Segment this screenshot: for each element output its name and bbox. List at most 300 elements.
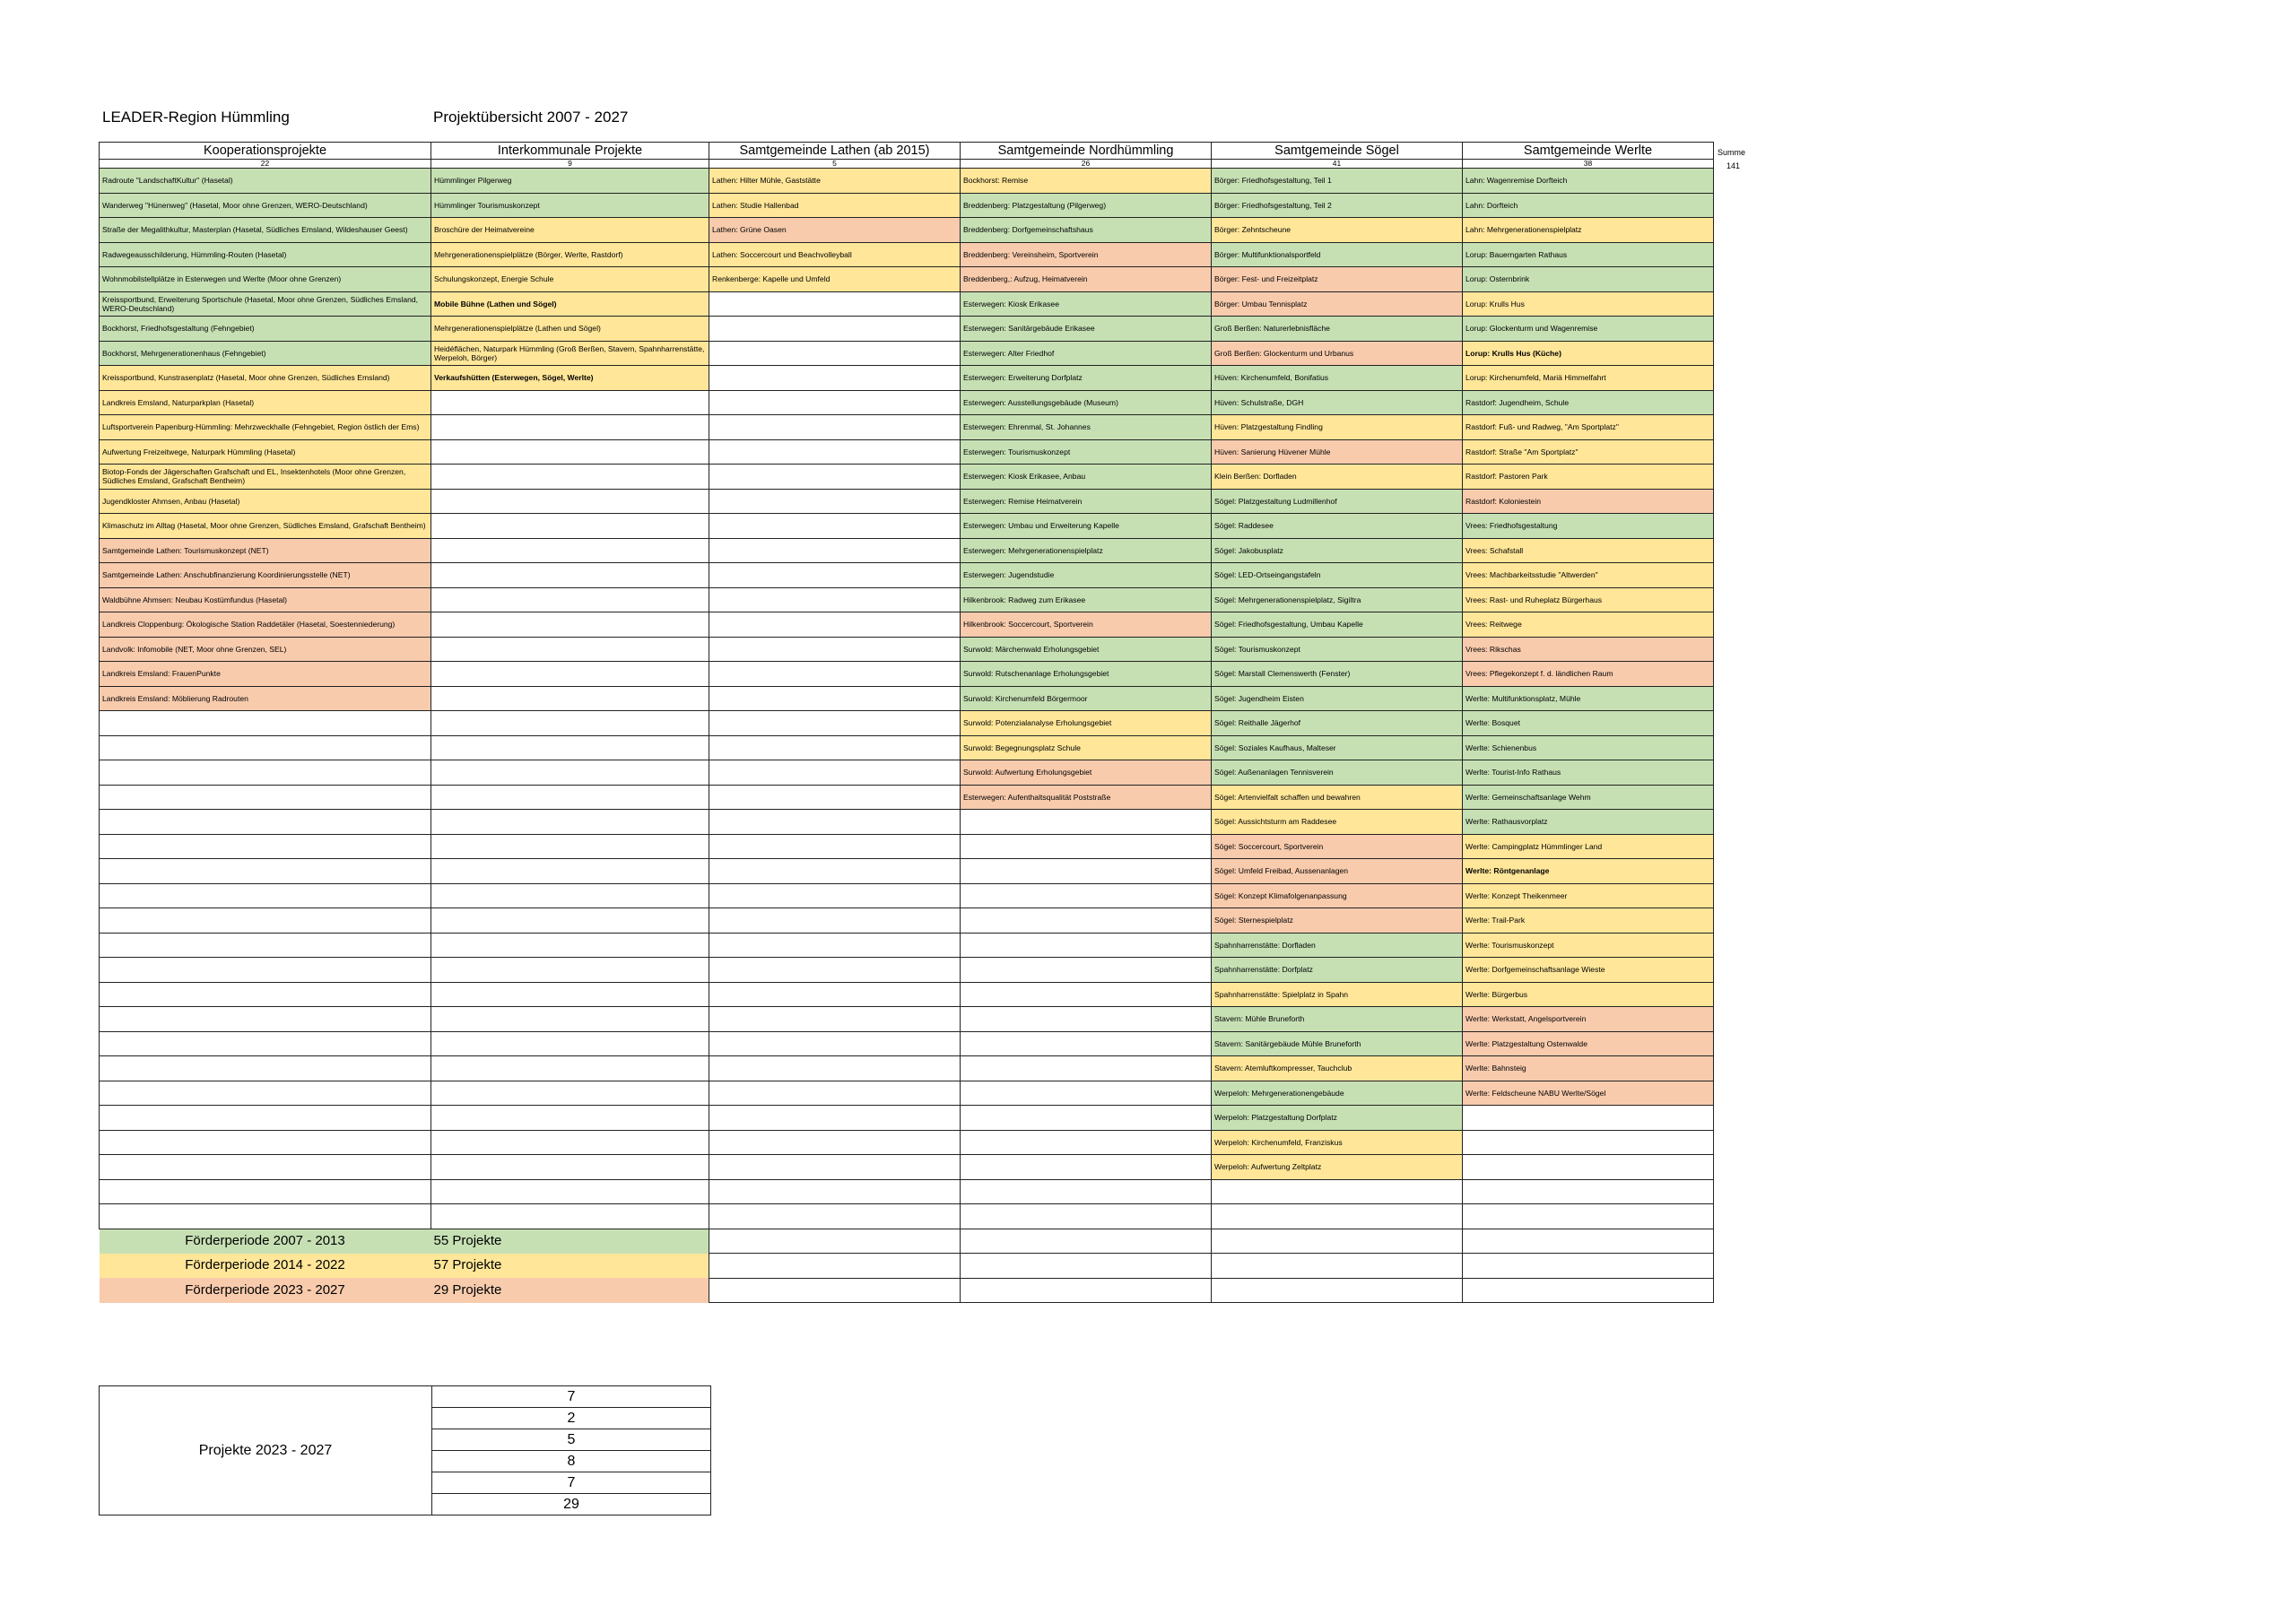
empty-cell	[709, 1130, 961, 1155]
empty-cell	[431, 735, 709, 760]
empty-cell	[100, 1204, 431, 1229]
empty-cell	[709, 465, 961, 490]
empty-cell	[709, 341, 961, 366]
table-row	[100, 1106, 1714, 1131]
project-cell: Werlte: Dorfgemeinschaftsanlage Wieste	[1463, 958, 1714, 983]
projekte-value: 5	[432, 1429, 711, 1451]
project-cell: Sögel: Tourismuskonzept	[1212, 637, 1463, 662]
project-cell: Lathen: Soccercourt und Beachvolleyball	[709, 242, 961, 267]
empty-cell	[961, 810, 1212, 835]
project-cell: Sögel: Raddesee	[1212, 514, 1463, 539]
project-cell: Vrees: Pflegekonzept f. d. ländlichen Raum	[1463, 662, 1714, 687]
empty-cell	[100, 908, 431, 934]
empty-cell	[961, 1278, 1212, 1303]
project-cell: Luftsportverein Papenburg-Hümmling: Mehrzweckhalle (Fehngebiet, Region östlich der Ems)	[100, 415, 431, 440]
empty-cell	[961, 1081, 1212, 1106]
empty-cell	[1463, 1155, 1714, 1180]
empty-cell	[709, 1155, 961, 1180]
empty-cell	[709, 415, 961, 440]
empty-cell	[431, 563, 709, 588]
empty-cell	[709, 514, 961, 539]
project-cell: Werlte: Tourist-Info Rathaus	[1463, 760, 1714, 786]
legend-count: 57 Projekte	[431, 1254, 709, 1279]
projekte-value: 8	[432, 1451, 711, 1472]
overview-title: Projektübersicht 2007 - 2027	[433, 109, 629, 126]
empty-cell	[431, 465, 709, 490]
project-cell: Werlte: Bahnsteig	[1463, 1056, 1714, 1081]
project-cell: Esterwegen: Tourismuskonzept	[961, 439, 1212, 465]
legend-label: Förderperiode 2023 - 2027	[100, 1278, 431, 1303]
column-header: Samtgemeinde Lathen (ab 2015)	[709, 143, 961, 160]
empty-cell	[709, 810, 961, 835]
empty-cell	[709, 982, 961, 1007]
empty-cell	[100, 859, 431, 884]
table-row	[100, 538, 1714, 563]
project-cell: Esterwegen: Alter Friedhof	[961, 341, 1212, 366]
empty-cell	[709, 1229, 961, 1254]
project-cell: Werlte: Multifunktionsplatz, Mühle	[1463, 686, 1714, 711]
project-cell: Werlte: Konzept Theikenmeer	[1463, 883, 1714, 908]
table-row	[100, 686, 1714, 711]
project-cell: Groß Berßen: Glockenturm und Urbanus	[1212, 341, 1463, 366]
summe-value: 141	[1726, 161, 1741, 170]
table-row	[100, 291, 1714, 317]
project-cell: Esterwegen: Jugendstudie	[961, 563, 1212, 588]
column-count: 38	[1463, 160, 1714, 169]
projekte-value: 7	[432, 1472, 711, 1494]
legend-row	[100, 1278, 1714, 1303]
project-cell: Werlte: Campingplatz Hümmlinger Land	[1463, 834, 1714, 859]
project-cell: Spahnharrenstätte: Dorfladen	[1212, 933, 1463, 958]
empty-cell	[709, 1278, 961, 1303]
empty-cell	[100, 1081, 431, 1106]
empty-cell	[709, 291, 961, 317]
project-cell: Esterwegen: Mehrgenerationenspielplatz	[961, 538, 1212, 563]
project-cell: Wanderweg "Hünenweg" (Hasetal, Moor ohne Grenzen, WERO-Deutschland)	[100, 193, 431, 218]
empty-cell	[1463, 1130, 1714, 1155]
project-cell: Lahn: Dorfteich	[1463, 193, 1714, 218]
empty-cell	[961, 933, 1212, 958]
empty-cell	[709, 587, 961, 612]
empty-cell	[1463, 1229, 1714, 1254]
empty-cell	[431, 883, 709, 908]
project-cell: Werpeloh: Platzgestaltung Dorfplatz	[1212, 1106, 1463, 1131]
project-cell: Börger: Zehntscheune	[1212, 218, 1463, 243]
table-row	[100, 341, 1714, 366]
project-cell: Mehrgenerationenspielplätze (Lathen und Sögel)	[431, 317, 709, 342]
table-row	[100, 489, 1714, 514]
project-cell: Bockhorst, Mehrgenerationenhaus (Fehngebiet)	[100, 341, 431, 366]
empty-cell	[709, 563, 961, 588]
project-cell: Hümmlinger Tourismuskonzept	[431, 193, 709, 218]
project-cell: Vrees: Rikschas	[1463, 637, 1714, 662]
project-cell: Surwold: Potenzialanalyse Erholungsgebiet	[961, 711, 1212, 736]
table-row	[100, 612, 1714, 638]
project-cell: Broschüre der Heimatvereine	[431, 218, 709, 243]
legend-row	[100, 1229, 1714, 1254]
empty-cell	[1212, 1278, 1463, 1303]
project-cell: Esterwegen: Ausstellungsgebäude (Museum)	[961, 390, 1212, 415]
empty-cell	[431, 439, 709, 465]
project-cell: Surwold: Aufwertung Erholungsgebiet	[961, 760, 1212, 786]
empty-cell	[431, 810, 709, 835]
table-row	[100, 1204, 1714, 1229]
table-row	[100, 415, 1714, 440]
project-cell: Biotop-Fonds der Jägerschaften Grafschaft und EL, Insektenhotels (Moor ohne Grenzen, Südliches Emsland, Grafschaft Bentheim)	[100, 465, 431, 490]
empty-cell	[431, 1130, 709, 1155]
project-cell: Lathen: Studie Hallenbad	[709, 193, 961, 218]
empty-cell	[431, 390, 709, 415]
project-cell: Werpeloh: Kirchenumfeld, Franziskus	[1212, 1130, 1463, 1155]
empty-cell	[709, 390, 961, 415]
project-cell: Werlte: Platzgestaltung Ostenwalde	[1463, 1031, 1714, 1056]
empty-cell	[709, 1031, 961, 1056]
table-row	[100, 933, 1714, 958]
project-cell: Rastdorf: Koloniestein	[1463, 489, 1714, 514]
project-cell: Sögel: Soziales Kaufhaus, Malteser	[1212, 735, 1463, 760]
table-row	[100, 834, 1714, 859]
project-cell: Lorup: Glockenturm und Wagenremise	[1463, 317, 1714, 342]
table-row	[100, 218, 1714, 243]
empty-cell	[431, 637, 709, 662]
project-cell: Klein Berßen: Dorfladen	[1212, 465, 1463, 490]
empty-cell	[709, 662, 961, 687]
empty-cell	[100, 711, 431, 736]
project-cell: Kreissportbund, Erweiterung Sportschule (Hasetal, Moor ohne Grenzen, Südliches Emsland, WERO-Deutschland)	[100, 291, 431, 317]
empty-cell	[1212, 1179, 1463, 1204]
project-cell: Bockhorst: Remise	[961, 169, 1212, 194]
empty-cell	[431, 1056, 709, 1081]
project-cell: Surwold: Märchenwald Erholungsgebiet	[961, 637, 1212, 662]
project-cell: Vrees: Schafstall	[1463, 538, 1714, 563]
empty-cell	[961, 1007, 1212, 1032]
project-cell: Landkreis Cloppenburg: Ökologische Station Raddetäler (Hasetal, Soestenniederung)	[100, 612, 431, 638]
project-cell: Surwold: Rutschenanlage Erholungsgebiet	[961, 662, 1212, 687]
empty-cell	[961, 908, 1212, 934]
project-cell: Börger: Friedhofsgestaltung, Teil 2	[1212, 193, 1463, 218]
empty-cell	[1212, 1229, 1463, 1254]
empty-cell	[709, 1007, 961, 1032]
empty-cell	[961, 1204, 1212, 1229]
table-row	[100, 317, 1714, 342]
project-cell: Sögel: Friedhofsgestaltung, Umbau Kapelle	[1212, 612, 1463, 638]
empty-cell	[100, 933, 431, 958]
project-cell: Esterwegen: Erweiterung Dorfplatz	[961, 366, 1212, 391]
table-row	[100, 785, 1714, 810]
empty-cell	[709, 489, 961, 514]
project-cell: Stavern: Sanitärgebäude Mühle Bruneforth	[1212, 1031, 1463, 1056]
project-cell: Esterwegen: Kiosk Erikasee, Anbau	[961, 465, 1212, 490]
project-cell: Verkaufshütten (Esterwegen, Sögel, Werlte)	[431, 366, 709, 391]
project-cell: Surwold: Begegnungsplatz Schule	[961, 735, 1212, 760]
empty-cell	[431, 1081, 709, 1106]
table-row	[100, 1031, 1714, 1056]
table-row	[100, 810, 1714, 835]
project-cell: Vrees: Friedhofsgestaltung	[1463, 514, 1714, 539]
project-cell: Vrees: Rast- und Ruheplatz Bürgerhaus	[1463, 587, 1714, 612]
empty-cell	[961, 1130, 1212, 1155]
empty-cell	[431, 1007, 709, 1032]
table-row	[100, 242, 1714, 267]
empty-cell	[961, 834, 1212, 859]
empty-cell	[961, 1229, 1212, 1254]
project-cell: Hüven: Platzgestaltung Findling	[1212, 415, 1463, 440]
project-cell: Werlte: Rathausvorplatz	[1463, 810, 1714, 835]
region-title: LEADER-Region Hümmling	[102, 109, 290, 126]
empty-cell	[709, 686, 961, 711]
project-cell: Kreissportbund, Kunstrasenplatz (Hasetal, Moor ohne Grenzen, Südliches Emsland)	[100, 366, 431, 391]
empty-cell	[961, 1155, 1212, 1180]
project-cell: Hümmlinger Pilgerweg	[431, 169, 709, 194]
empty-cell	[431, 514, 709, 539]
empty-cell	[431, 785, 709, 810]
empty-cell	[1212, 1254, 1463, 1279]
table-row	[100, 711, 1714, 736]
empty-cell	[961, 859, 1212, 884]
empty-cell	[709, 859, 961, 884]
empty-cell	[709, 439, 961, 465]
table-row	[100, 514, 1714, 539]
project-cell: Esterwegen: Remise Heimatverein	[961, 489, 1212, 514]
project-cell: Stavern: Atemluftkompresser, Tauchclub	[1212, 1056, 1463, 1081]
project-cell: Bockhorst, Friedhofsgestaltung (Fehngebiet)	[100, 317, 431, 342]
empty-cell	[431, 415, 709, 440]
column-count: 22	[100, 160, 431, 169]
project-cell: Hüven: Kirchenumfeld, Bonifatius	[1212, 366, 1463, 391]
project-cell: Esterwegen: Kiosk Erikasee	[961, 291, 1212, 317]
project-cell: Werlte: Werkstatt, Angelsportverein	[1463, 1007, 1714, 1032]
project-cell: Lorup: Osternbrink	[1463, 267, 1714, 292]
projekte-row	[100, 1386, 711, 1408]
empty-cell	[100, 1007, 431, 1032]
empty-cell	[709, 317, 961, 342]
empty-cell	[709, 735, 961, 760]
legend-count: 55 Projekte	[431, 1229, 709, 1254]
empty-cell	[431, 686, 709, 711]
empty-cell	[431, 1179, 709, 1204]
project-cell: Rastdorf: Straße "Am Sportplatz"	[1463, 439, 1714, 465]
empty-cell	[100, 1179, 431, 1204]
project-cell: Jugendkloster Ahmsen, Anbau (Hasetal)	[100, 489, 431, 514]
empty-cell	[709, 637, 961, 662]
summe-label: Summe	[1718, 148, 1746, 157]
project-cell: Esterwegen: Aufenthaltsqualität Poststraße	[961, 785, 1212, 810]
project-cell: Spahnharrenstätte: Spielplatz in Spahn	[1212, 982, 1463, 1007]
column-header: Samtgemeinde Nordhümmling	[961, 143, 1212, 160]
project-cell: Sögel: Artenvielfalt schaffen und bewahren	[1212, 785, 1463, 810]
project-cell: Sögel: Konzept Klimafolgenanpassung	[1212, 883, 1463, 908]
project-cell: Stavern: Mühle Bruneforth	[1212, 1007, 1463, 1032]
empty-cell	[961, 1031, 1212, 1056]
empty-cell	[431, 1031, 709, 1056]
empty-cell	[961, 958, 1212, 983]
empty-cell	[100, 834, 431, 859]
project-cell: Sögel: Jakobusplatz	[1212, 538, 1463, 563]
project-cell: Sögel: Reithalle Jägerhof	[1212, 711, 1463, 736]
table-row	[100, 1056, 1714, 1081]
empty-cell	[709, 883, 961, 908]
project-cell: Landkreis Emsland, Naturparkplan (Hasetal)	[100, 390, 431, 415]
project-cell: Sögel: Außenanlagen Tennisverein	[1212, 760, 1463, 786]
legend-count: 29 Projekte	[431, 1278, 709, 1303]
empty-cell	[709, 760, 961, 786]
project-cell: Straße der Megalithkultur, Masterplan (Hasetal, Südliches Emsland, Wildeshauser Geest)	[100, 218, 431, 243]
project-cell: Börger: Umbau Tennisplatz	[1212, 291, 1463, 317]
project-cell: Breddenberg: Vereinsheim, Sportverein	[961, 242, 1212, 267]
empty-cell	[100, 1056, 431, 1081]
project-cell: Börger: Friedhofsgestaltung, Teil 1	[1212, 169, 1463, 194]
projekte-value: 29	[432, 1494, 711, 1515]
project-cell: Radwegeausschilderung, Hümmling-Routen (Hasetal)	[100, 242, 431, 267]
project-cell: Breddenberg: Platzgestaltung (Pilgerweg)	[961, 193, 1212, 218]
empty-cell	[709, 908, 961, 934]
project-cell: Hüven: Schulstraße, DGH	[1212, 390, 1463, 415]
empty-cell	[961, 1179, 1212, 1204]
table-row	[100, 587, 1714, 612]
project-cell: Esterwegen: Umbau und Erweiterung Kapelle	[961, 514, 1212, 539]
project-cell: Rastdorf: Pastoren Park	[1463, 465, 1714, 490]
column-count: 9	[431, 160, 709, 169]
project-cell: Renkenberge: Kapelle und Umfeld	[709, 267, 961, 292]
empty-cell	[1463, 1204, 1714, 1229]
empty-cell	[100, 1155, 431, 1180]
project-cell: Sögel: Platzgestaltung Ludmillenhof	[1212, 489, 1463, 514]
table-row	[100, 1130, 1714, 1155]
table-row	[100, 735, 1714, 760]
project-cell: Werlte: Bosquet	[1463, 711, 1714, 736]
project-cell: Hilkenbrook: Radweg zum Erikasee	[961, 587, 1212, 612]
column-count: 5	[709, 160, 961, 169]
empty-cell	[961, 1056, 1212, 1081]
projekte-value: 2	[432, 1408, 711, 1429]
empty-cell	[431, 711, 709, 736]
table-row	[100, 267, 1714, 292]
project-cell: Werlte: Feldscheune NABU Werlte/Sögel	[1463, 1081, 1714, 1106]
project-cell: Werlte: Tourismuskonzept	[1463, 933, 1714, 958]
empty-cell	[709, 366, 961, 391]
project-cell: Lahn: Mehrgenerationenspielplatz	[1463, 218, 1714, 243]
table-row	[100, 390, 1714, 415]
legend-row	[100, 1254, 1714, 1279]
project-cell: Werlte: Gemeinschaftsanlage Wehm	[1463, 785, 1714, 810]
table-row	[100, 958, 1714, 983]
project-cell: Sögel: Mehrgenerationenspielplatz, Sigiltra	[1212, 587, 1463, 612]
table-row	[100, 465, 1714, 490]
project-cell: Sögel: Soccercourt, Sportverein	[1212, 834, 1463, 859]
empty-cell	[100, 883, 431, 908]
project-cell: Lahn: Wagenremise Dorfteich	[1463, 169, 1714, 194]
empty-cell	[431, 587, 709, 612]
table-row	[100, 1081, 1714, 1106]
empty-cell	[709, 538, 961, 563]
empty-cell	[1463, 1179, 1714, 1204]
empty-cell	[431, 958, 709, 983]
empty-cell	[709, 933, 961, 958]
project-cell: Schulungskonzept, Energie Schule	[431, 267, 709, 292]
empty-cell	[431, 538, 709, 563]
empty-cell	[961, 1254, 1212, 1279]
empty-cell	[431, 834, 709, 859]
empty-cell	[709, 1179, 961, 1204]
empty-cell	[709, 1081, 961, 1106]
project-cell: Mehrgenerationenspielplätze (Börger, Werlte, Rastdorf)	[431, 242, 709, 267]
empty-cell	[431, 859, 709, 884]
empty-cell	[431, 982, 709, 1007]
project-cell: Werlte: Bürgerbus	[1463, 982, 1714, 1007]
empty-cell	[100, 982, 431, 1007]
empty-cell	[431, 933, 709, 958]
empty-cell	[709, 1056, 961, 1081]
table-row	[100, 169, 1714, 194]
project-cell: Radroute "LandschaftKultur" (Hasetal)	[100, 169, 431, 194]
empty-cell	[100, 810, 431, 835]
table-row	[100, 883, 1714, 908]
empty-cell	[1463, 1254, 1714, 1279]
table-row	[100, 439, 1714, 465]
project-cell: Werlte: Röntgenanlage	[1463, 859, 1714, 884]
column-count: 41	[1212, 160, 1463, 169]
empty-cell	[431, 760, 709, 786]
project-cell: Lorup: Kirchenumfeld, Mariä Himmelfahrt	[1463, 366, 1714, 391]
project-cell: Lorup: Bauerngarten Rathaus	[1463, 242, 1714, 267]
column-header: Kooperationsprojekte	[100, 143, 431, 160]
project-cell: Lathen: Grüne Oasen	[709, 218, 961, 243]
project-cell: Rastdorf: Fuß- und Radweg, "Am Sportplatz"	[1463, 415, 1714, 440]
project-cell: Werlte: Schienenbus	[1463, 735, 1714, 760]
table-row	[100, 859, 1714, 884]
table-row	[100, 1155, 1714, 1180]
empty-cell	[100, 760, 431, 786]
table-row	[100, 1007, 1714, 1032]
project-cell: Surwold: Kirchenumfeld Börgermoor	[961, 686, 1212, 711]
project-cell: Spahnharrenstätte: Dorfplatz	[1212, 958, 1463, 983]
column-header: Samtgemeinde Werlte	[1463, 143, 1714, 160]
project-cell: Lorup: Krulls Hus (Küche)	[1463, 341, 1714, 366]
projekte-value: 7	[432, 1386, 711, 1408]
column-header: Samtgemeinde Sögel	[1212, 143, 1463, 160]
project-cell: Waldbühne Ahmsen: Neubau Kostümfundus (Hasetal)	[100, 587, 431, 612]
project-cell: Landkreis Emsland: FrauenPunkte	[100, 662, 431, 687]
empty-cell	[431, 1106, 709, 1131]
projekte-2023-2027-table	[99, 1385, 711, 1515]
project-cell: Werpeloh: Mehrgenerationengebäude	[1212, 1081, 1463, 1106]
empty-cell	[100, 735, 431, 760]
empty-cell	[1463, 1278, 1714, 1303]
empty-cell	[961, 1106, 1212, 1131]
empty-cell	[100, 1031, 431, 1056]
project-cell: Börger: Fest- und Freizeitplatz	[1212, 267, 1463, 292]
legend-label: Förderperiode 2014 - 2022	[100, 1254, 431, 1279]
project-cell: Sögel: Aussichtsturm am Raddesee	[1212, 810, 1463, 835]
empty-cell	[100, 958, 431, 983]
empty-cell	[1212, 1204, 1463, 1229]
header-row	[100, 143, 1714, 160]
project-cell: Rastdorf: Jugendheim, Schule	[1463, 390, 1714, 415]
empty-cell	[1463, 1106, 1714, 1131]
table-row	[100, 193, 1714, 218]
empty-cell	[709, 958, 961, 983]
project-cell: Werpeloh: Aufwertung Zeltplatz	[1212, 1155, 1463, 1180]
empty-cell	[709, 834, 961, 859]
empty-cell	[431, 612, 709, 638]
count-row	[100, 160, 1714, 169]
empty-cell	[431, 489, 709, 514]
empty-cell	[709, 612, 961, 638]
project-cell: Mobile Bühne (Lathen und Sögel)	[431, 291, 709, 317]
project-cell: Landvolk: Infomobile (NET, Moor ohne Grenzen, SEL)	[100, 637, 431, 662]
project-cell: Samtgemeinde Lathen: Anschubfinanzierung Koordinierungsstelle (NET)	[100, 563, 431, 588]
project-cell: Groß Berßen: Naturerlebnisfläche	[1212, 317, 1463, 342]
